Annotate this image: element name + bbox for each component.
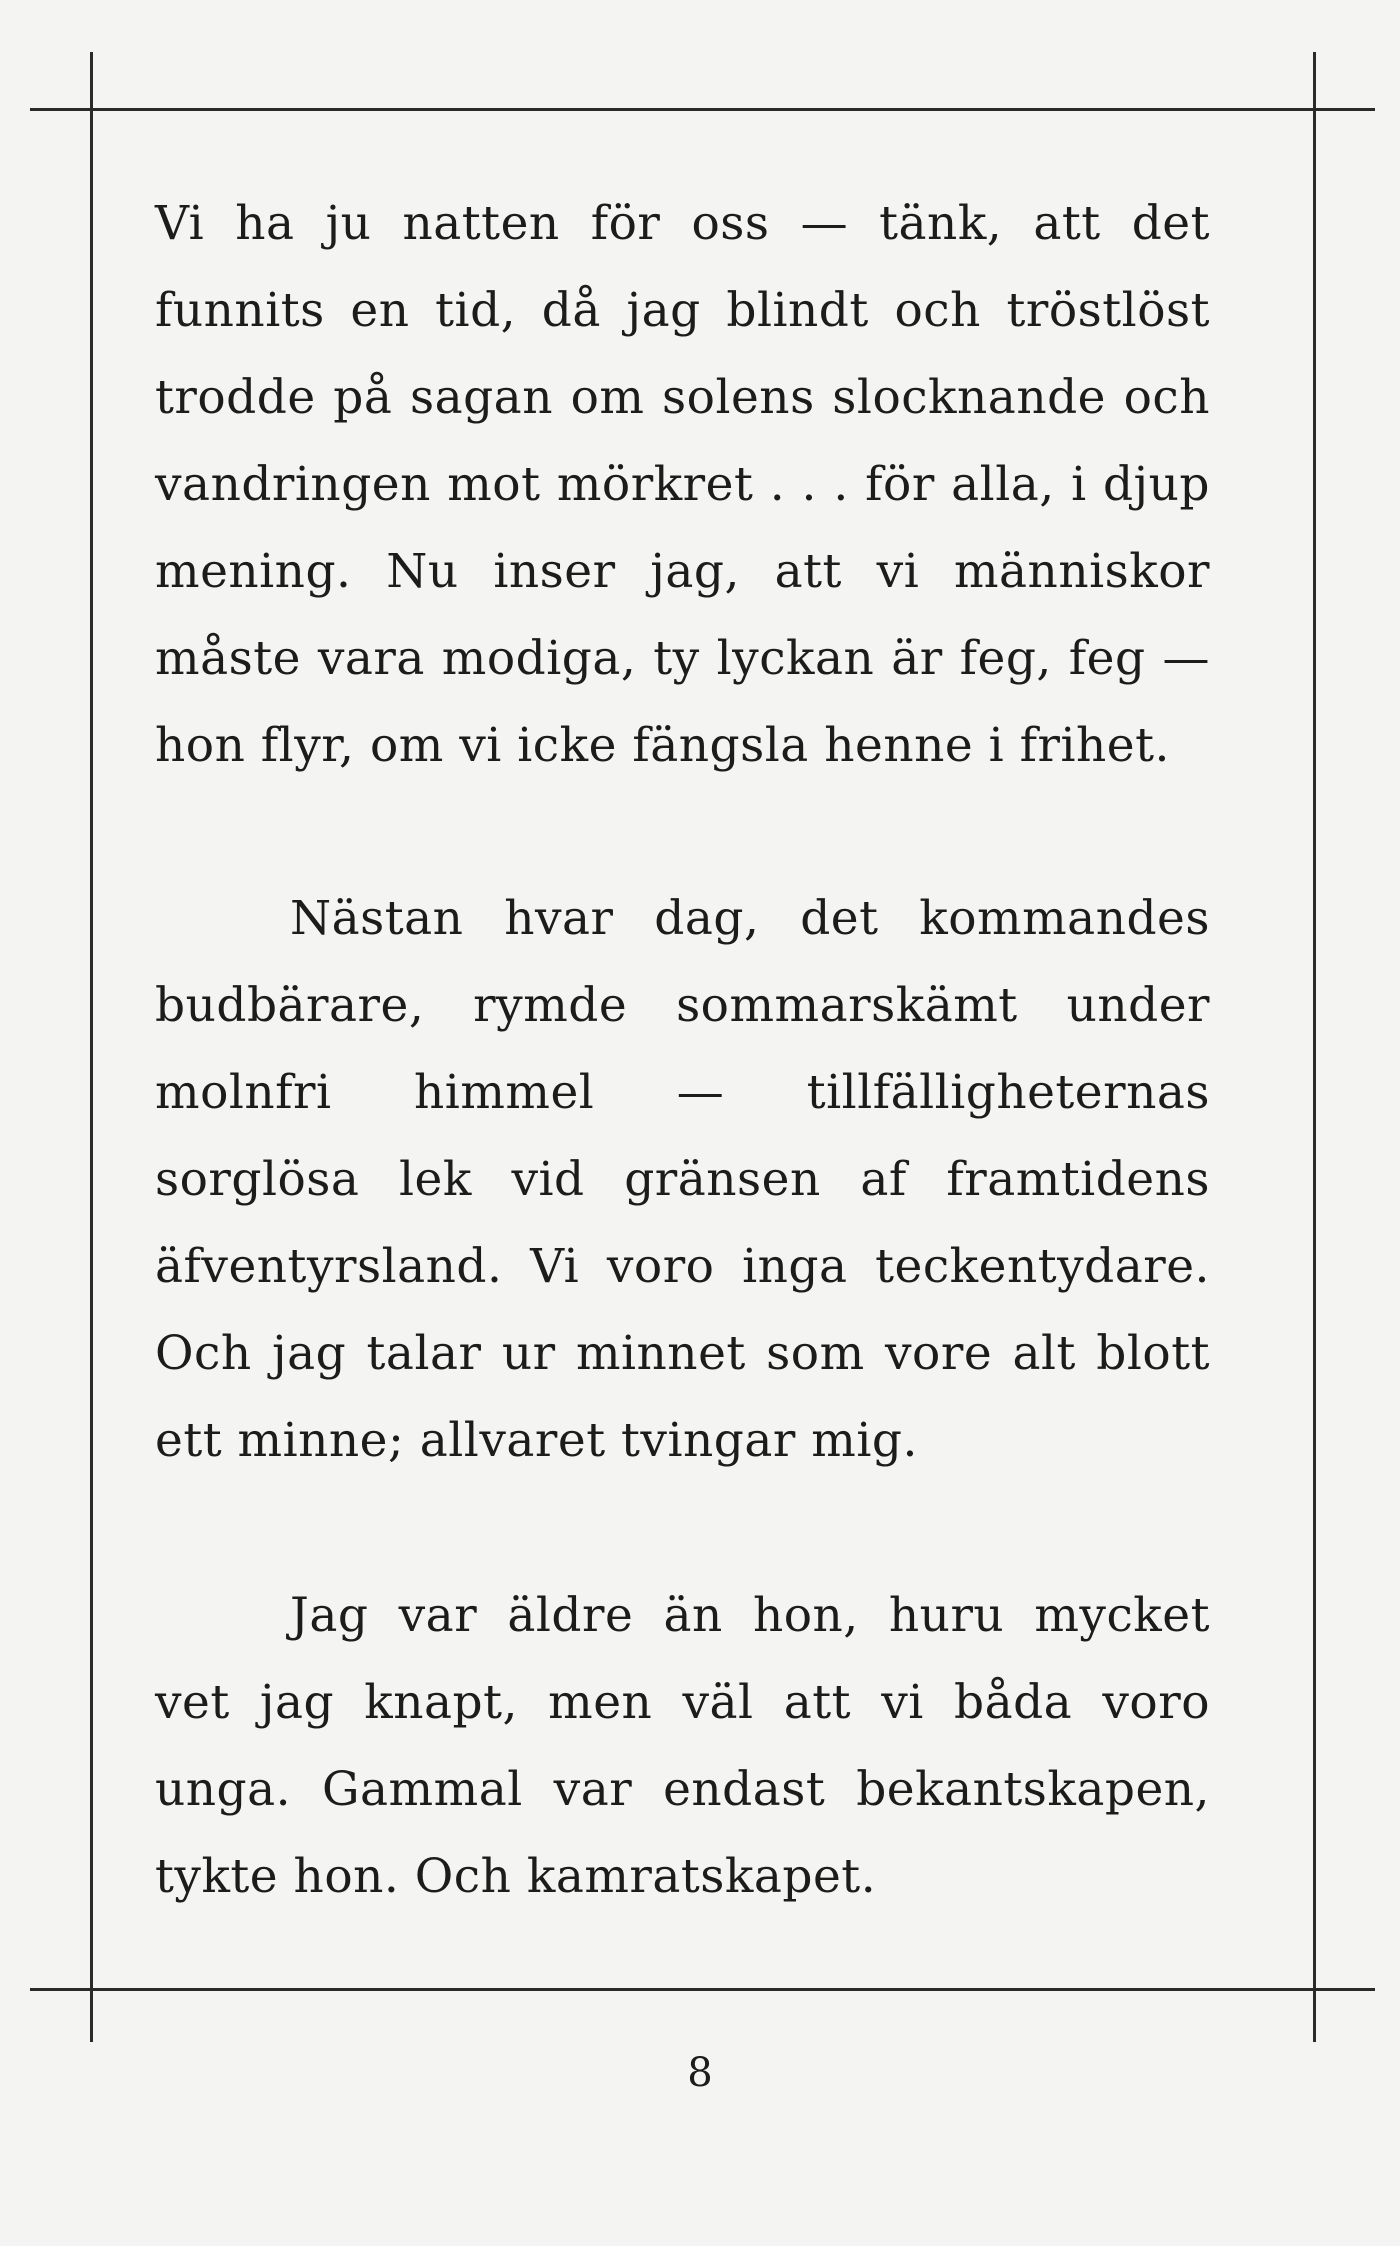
paragraph-1: Vi ha ju natten för oss — tänk, att det funnits en tid, då jag blindt och tröstlöst trodde på sagan om solens slocknande och vandringen mot mörkret . . . för alla, i djup mening. Nu inser jag, att vi människor måste vara modiga, ty lyckan är feg, feg — hon flyr, om vi icke fängsla henne i frihet. xyxy=(155,196,1210,773)
paragraph-3: Jag var äldre än hon, huru mycket vet jag knapt, men väl att vi båda voro unga. Gammal var endast bekantskapen, tykte hon. Och kamratskapet. xyxy=(155,1588,1210,1904)
top-rule xyxy=(30,108,1375,111)
left-rule xyxy=(90,52,93,2042)
bottom-rule xyxy=(30,1988,1375,1991)
paragraph-2: Nästan hvar dag, det kommandes budbärare, rymde sommarskämt under molnfri himmel — tillfälligheternas sorglösa lek vid gränsen af framtidens äfventyrsland. Vi voro inga teckentydare. Och jag talar ur minnet som vore alt blott ett minne; allvaret tvingar mig. xyxy=(155,891,1210,1468)
right-rule xyxy=(1313,52,1316,2042)
page-number: 8 xyxy=(687,2050,713,2096)
